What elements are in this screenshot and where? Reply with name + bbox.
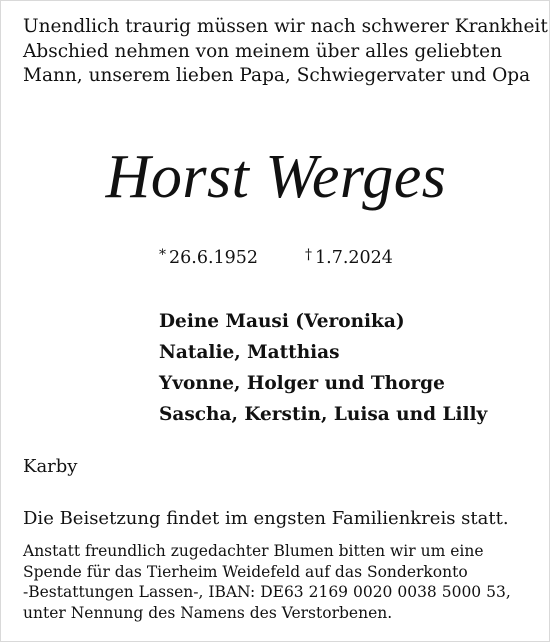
donation-note bbox=[23, 541, 543, 623]
death-date: 1.7.2024 bbox=[315, 248, 393, 268]
birth-date-group bbox=[159, 243, 258, 270]
donation-line: unter Nennung des Namens des Verstorbenen. bbox=[23, 603, 393, 622]
family-member: Natalie, Matthias bbox=[159, 342, 340, 363]
place-name: Karby bbox=[23, 456, 78, 477]
intro-line: Mann, unserem lieben Papa, Schwiegervater und Opa bbox=[23, 65, 531, 86]
life-dates bbox=[1, 243, 550, 269]
family-member: Sascha, Kerstin, Luisa und Lilly bbox=[159, 404, 488, 425]
family-member: Yvonne, Holger und Thorge bbox=[159, 373, 445, 394]
donation-line: Anstatt freundlich zugedachter Blumen bitten wir um eine bbox=[23, 542, 484, 560]
donation-line: Spende für das Tierheim Weidefeld auf das Sonderkonto bbox=[23, 562, 468, 581]
intro-text bbox=[23, 15, 548, 89]
death-cross-icon: † bbox=[305, 247, 312, 263]
birth-star-icon: * bbox=[159, 247, 166, 263]
intro-line: Unendlich traurig müssen wir nach schwerer Krankheit bbox=[23, 16, 548, 37]
burial-note: Die Beisetzung findet im engsten Familienkreis statt. bbox=[23, 508, 509, 529]
donation-line: -Bestattungen Lassen-, IBAN: DE63 2169 0020 0038 5000 53, bbox=[23, 583, 511, 601]
death-date-group bbox=[305, 243, 393, 270]
family-list bbox=[159, 306, 539, 430]
intro-line: Abschied nehmen von meinem über alles geliebten bbox=[23, 40, 503, 62]
deceased-name: Horst Werges bbox=[105, 143, 447, 211]
birth-date: 26.6.1952 bbox=[169, 248, 259, 268]
family-member: Deine Mausi (Veronika) bbox=[159, 311, 405, 332]
